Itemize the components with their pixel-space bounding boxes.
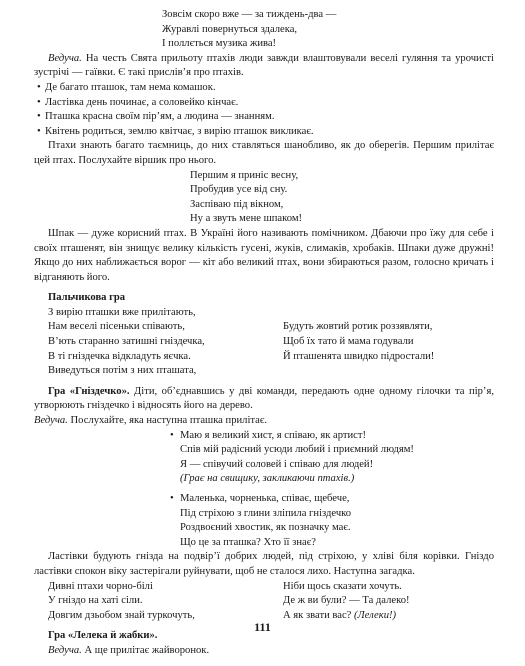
paragraph-text: На честь Свята прильоту птахів люди завжди влаштовували веселі гуляння та урочисті зустрічі — гаївки. Є такі прислів’я про птахів. [34,52,494,79]
game-title: Гра «Гніздечко». [48,385,130,397]
paragraph-celebration [34,52,494,81]
riddle-storks [48,580,494,624]
proverb-item: • Де багато пташок, там нема комашок. [37,81,216,93]
speaker-label: Ведуча. [48,644,82,656]
verse-line: Першим я приніс весну, [190,169,299,181]
verse-line: Будуть жовтий ротик роззявляти, [283,321,433,333]
verse-line: Заспіваю під вікном, [190,198,284,210]
verse-line: Я — співучий соловей і співаю для людей! [180,458,374,470]
verse-line: Роздвоєний хвостик, як позначку має. [180,522,351,534]
verse-line: Під стріхою з глини зліпила гніздечко [180,507,352,519]
verse-line: Маю я великий хист, я співаю, як артист! [180,429,367,441]
speaker-label: Ведуча. [34,415,68,427]
riddle-answer: (Лелеки!) [354,609,397,621]
riddle-nightingale: • Маю я великий хист, я співаю, як артист! Спів мій радісний усюди любий і приємний людям! Я — співучий соловей і співаю для людей! (Грає на свищику, закликаючи птахів.) [170,429,494,487]
finger-game-right-column [283,320,494,378]
paragraph-text: Діти, об’єднавшись у дві команди, передають одне одному гілочки та пір’я, утворюють гніздечко і відносять його на дерево. [34,385,494,412]
verse-starling [190,169,494,227]
verse-line: Нам веселі пісеньки співають, [48,321,185,333]
verse-line: В ті гніздечка відкладуть яєчка. [48,350,191,362]
riddle-left-column [48,580,259,624]
verse-line: У гніздо на хаті сіли. [48,595,143,607]
speaker-label: Ведуча. [48,52,82,64]
verse-line: Ну а звуть мене шпаком! [190,213,303,225]
verse-line: Ніби щось сказати хочуть. [283,580,402,592]
paragraph-text: А ще прилітає жайворонок. [81,644,210,656]
page-number: 111 [254,620,271,634]
verse-line: Що це за пташка? Хто її знає? [180,536,316,548]
verse-line: Дивні птахи чорно-білі [48,580,153,592]
riddle-right-column [283,580,494,624]
proverb-item: • Пташка красна своїм пір’ям, а людина — знанням. [37,111,275,123]
paragraph-nest-game [34,385,494,414]
proverb-item: • Ластівка день починає, а соловейко кінчає. [37,96,239,108]
verse-line: Пробудив усе від сну. [190,184,288,196]
paragraph-swallows: Ластівки будують гнізда на подвір’ї добрих людей, під стріхою, у хліві біля корівки. Гніздо ластівки спокон віку застерігали руйнувати, щоб не сталося лихо. Наступна загадка. [34,551,494,577]
verse-line: Виведуться потім з них пташата, [48,365,197,377]
verse-line: Щоб їх тато й мама годували [283,336,414,348]
paragraph-starling: Шпак — дуже корисний птах. В Україні його називають помічником. Дбаючи про їжу для себе і своїх пташенят, він знищує велику кількість гусені, жуків, слимаків, хробаків. Шпаки дуже дружні! Якщо до них наближається ворог — кіт або великий птах, вони збираються разом, голосно кричать і відганяють його. [34,227,494,283]
finger-game-intro: З вирію пташки вже прилітають, [48,306,196,318]
verse-line: І поллється музика жива! [162,38,277,50]
finger-game-left-column [48,320,259,378]
verse-line: Й пташенята швидко підростали! [283,350,435,362]
paragraph-next-bird [34,414,494,429]
riddle-swallow: • Маленька, чорненька, співає, щебече, Під стріхою з глини зліпила гніздечко Роздвоєний хвостик, як позначку має. Що це за пташка? Хто її знає? [170,492,494,550]
verse-line: Маленька, чорненька, співає, щебече, [180,493,350,504]
paragraph-text: Послухайте, яка наступна пташка прилітає. [67,415,268,427]
verse-line: Зовсім скоро вже — за тиждень-два — [162,9,337,20]
verse-line: В’ють старанно затишні гніздечка, [48,336,205,348]
game-title-stork: Гра «Лелека й жабки». [48,630,158,642]
stage-direction: (Грає на свищику, закликаючи птахів.) [180,473,355,485]
finger-game-title: Пальчикова гра [48,292,126,304]
paragraph-secrets: Птахи знають багато таємниць, до них ставляться шанобливо, як до оберегів. Першим прилітає цей птах. Послухайте віршик про нього. [34,140,494,166]
proverb-item: • Квітень родиться, землю квітчає, з вирію пташок викликає. [37,125,314,137]
finger-game-verses [48,320,494,378]
verse-line: Довгим дзьобом знай туркочуть, [48,609,195,621]
verse-line: А як звати вас? [283,609,352,621]
verse-line: Спів мій радісний усюди любий і приємний людям! [180,444,414,456]
finger-game [48,291,494,379]
proverb-list [34,81,494,139]
verse-line: Журавлі повернуться здалека, [162,23,298,35]
verse-line: Де ж ви були? — Та далеко! [283,595,410,607]
paragraph-lark [48,644,494,659]
verse-spring [162,8,494,52]
